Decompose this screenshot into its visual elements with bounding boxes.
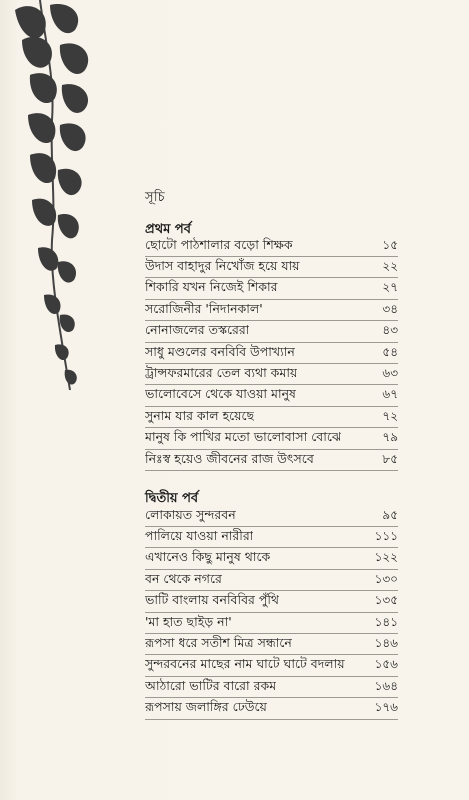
section-title-part-1: প্রথম পর্ব — [145, 222, 191, 237]
toc-entry-page: ১৭৬ — [374, 700, 398, 715]
toc-entry-page: ৪৩ — [382, 323, 398, 338]
toc-entry — [145, 451, 398, 471]
toc-entry-page: ২৭ — [382, 280, 398, 295]
toc-entry-page: ১১১ — [374, 528, 398, 543]
toc-entry-page: ৬৩ — [382, 365, 398, 380]
toc-entry-page: ১৪৬ — [374, 635, 398, 650]
toc-entry-title: আঠারো ভাটির বারো রকম — [145, 677, 277, 693]
toc-entry — [145, 301, 398, 321]
toc-entry-page: ৫৪ — [382, 344, 398, 359]
toc-entry — [145, 430, 398, 450]
toc-entry — [145, 571, 398, 591]
toc-entry — [145, 528, 398, 548]
toc-entry — [145, 323, 398, 343]
section-title-part-2: দ্বিতীয় পর্ব — [145, 491, 199, 506]
toc-entry-title: নোনাজলের তস্করেরা — [145, 322, 250, 338]
toc-entry — [145, 657, 398, 677]
toc-entry-page: ১৪১ — [374, 614, 398, 629]
toc-entry-page: ১৬৪ — [374, 678, 398, 693]
toc-entry-title: উদাস বাহাদুর নিখোঁজ হয়ে যায় — [145, 257, 300, 273]
toc-entry-title: এখানেও কিছু মানুষ থাকে — [145, 549, 271, 565]
toc-entry-page: ১২২ — [374, 550, 398, 565]
toc-entry — [145, 365, 398, 385]
toc-entry — [145, 344, 398, 364]
toc-entry-page: ১৫ — [382, 237, 398, 252]
toc-entry-title: লোকায়ত সুন্দরবন — [145, 506, 236, 522]
toc-title: সূচি — [145, 190, 165, 205]
toc-entry-title: সাধু মণ্ডলের বনবিবি উপাখ্যান — [145, 343, 295, 359]
toc-entry — [145, 280, 398, 300]
toc-entry-page: ৩৪ — [382, 301, 398, 316]
toc-entry — [145, 408, 398, 428]
toc-entry-title: ট্রান্সফরমারের তেল ব্যথা কমায় — [145, 364, 298, 380]
toc-entry-title: 'মা হাত ছাইড় না' — [145, 613, 232, 629]
toc-entry-page: ২২ — [382, 258, 398, 273]
toc-entry — [145, 700, 398, 720]
toc-entry-page: ১৫৬ — [374, 657, 398, 672]
toc-entry-page: ১৩০ — [374, 571, 398, 586]
toc-entry-title: ছোটো পাঠশালার বড়ো শিক্ষক — [145, 236, 293, 252]
toc-entry-page: ৬৭ — [382, 387, 398, 402]
toc-entry-title: নিঃস্ব হয়েও জীবনের রাজ উৎসবে — [145, 450, 314, 466]
vine-illustration — [0, 0, 110, 400]
toc-entry-title: ভাটি বাংলায় বনবিবির পুঁথি — [145, 592, 280, 608]
toc-entry-title: ভালোবেসে থেকে যাওয়া মানুষ — [145, 386, 296, 402]
toc-entry — [145, 635, 398, 655]
toc-entry — [145, 237, 398, 257]
toc-entry-page: ৮৫ — [382, 451, 398, 466]
toc-entry-page: ৭২ — [382, 408, 398, 423]
toc-entry-title: মানুষ কি পাখির মতো ভালোবাসা বোঝে — [145, 429, 342, 445]
toc-entry-page: ১৩৫ — [374, 593, 398, 608]
toc-entry-title: রূপসায় জলাঙ্গির ঢেউয়ে — [145, 699, 267, 715]
toc-entry — [145, 387, 398, 407]
toc-entry — [145, 678, 398, 698]
toc-entry-title: সুনাম যার কাল হয়েছে — [145, 407, 255, 423]
toc-entry-title: সরোজিনীর 'নিদানকাল' — [145, 300, 263, 316]
toc-entry — [145, 258, 398, 278]
toc-entry-title: রূপসা ধরে সতীশ মিত্র সন্ধানে — [145, 634, 292, 650]
toc-entry — [145, 593, 398, 613]
toc-entry-page: ৭৯ — [382, 430, 398, 445]
toc-entry-title: সুন্দরবনের মাছের নাম ঘাটে ঘাটে বদলায় — [145, 656, 345, 672]
toc-entry — [145, 550, 398, 570]
toc-entry-title: শিকারি যখন নিজেই শিকার — [145, 279, 278, 295]
toc-entry — [145, 507, 398, 527]
toc-entry-page: ৯৫ — [382, 507, 398, 522]
toc-entry-title: পালিয়ে যাওয়া নারীরা — [145, 527, 254, 543]
toc-entry-title: বন থেকে নগরে — [145, 570, 222, 586]
toc-entry — [145, 614, 398, 634]
